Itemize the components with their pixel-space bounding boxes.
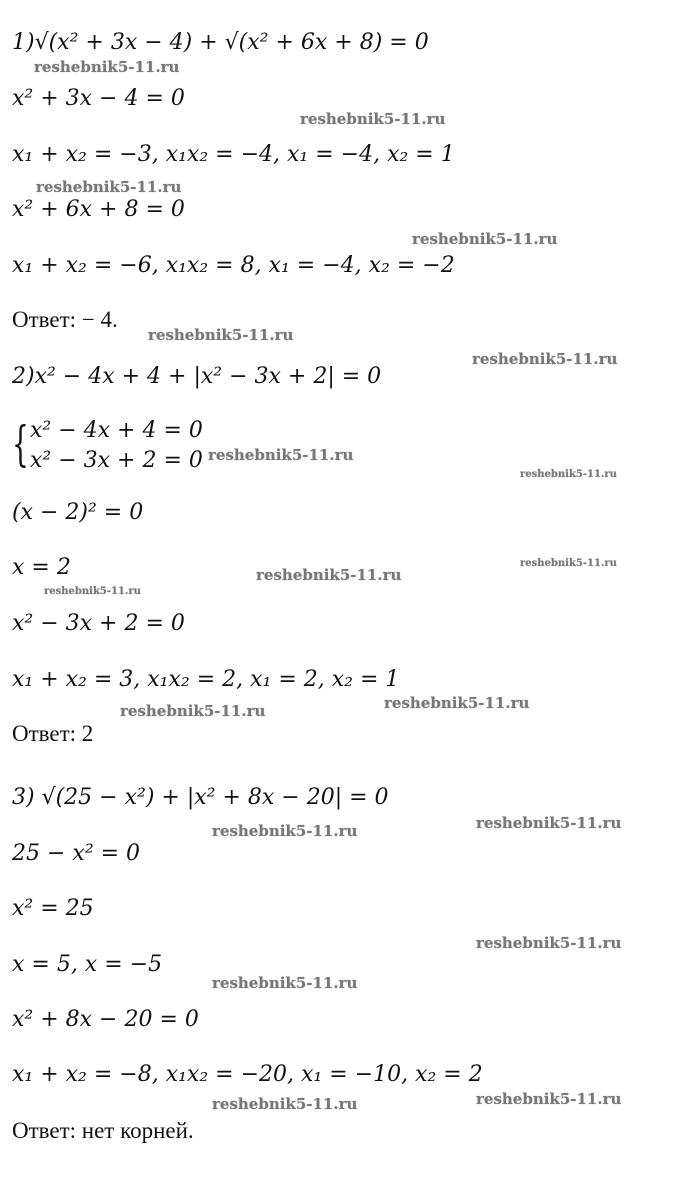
watermark: reshebnik5-11.ru — [520, 469, 617, 480]
watermark: reshebnik5-11.ru — [212, 974, 358, 992]
problem3-step-2: x² = 25 — [12, 896, 94, 921]
system-equation-1: x² − 4x + 4 = 0 — [30, 418, 203, 443]
watermark: reshebnik5-11.ru — [476, 1090, 622, 1108]
watermark: reshebnik5-11.ru — [120, 702, 266, 720]
problem3-step-4: x² + 8x − 20 = 0 — [12, 1007, 199, 1032]
problem3-step-3: x = 5, x = −5 — [12, 952, 163, 977]
watermark: reshebnik5-11.ru — [148, 326, 294, 344]
problem3-vieta: x₁ + x₂ = −8, x₁x₂ = −20, x₁ = −10, x₂ = 2 — [12, 1062, 483, 1087]
problem3-answer: Ответ: нет корней. — [12, 1118, 194, 1143]
watermark: reshebnik5-11.ru — [36, 178, 182, 196]
problem1-vieta-a: x₁ + x₂ = −3, x₁x₂ = −4, x₁ = −4, x₂ = 1 — [12, 142, 455, 167]
watermark: reshebnik5-11.ru — [44, 586, 141, 597]
problem3-step-1: 25 − x² = 0 — [12, 841, 141, 866]
system-equation-2: x² − 3x + 2 = 0 — [30, 448, 203, 473]
system-brace: { — [12, 416, 29, 472]
problem2-step-root: x = 2 — [12, 555, 71, 580]
watermark: reshebnik5-11.ru — [212, 1095, 358, 1113]
watermark: reshebnik5-11.ru — [208, 446, 354, 464]
problem1-answer: Ответ: − 4. — [12, 307, 118, 332]
problem1-equation-b: x² + 6x + 8 = 0 — [12, 197, 185, 222]
problem2-vieta: x₁ + x₂ = 3, x₁x₂ = 2, x₁ = 2, x₂ = 1 — [12, 667, 400, 692]
problem2-step-check: x² − 3x + 2 = 0 — [12, 611, 185, 636]
problem1-equation: 1)√(x² + 3x − 4) + √(x² + 6x + 8) = 0 — [12, 30, 429, 55]
watermark: reshebnik5-11.ru — [520, 558, 617, 569]
problem3-equation: 3) √(25 − x²) + |x² + 8x − 20| = 0 — [12, 785, 389, 810]
watermark: reshebnik5-11.ru — [212, 822, 358, 840]
watermark: reshebnik5-11.ru — [256, 566, 402, 584]
watermark: reshebnik5-11.ru — [300, 110, 446, 128]
problem2-answer: Ответ: 2 — [12, 721, 94, 746]
problem2-step-square: (x − 2)² = 0 — [12, 500, 144, 525]
watermark: reshebnik5-11.ru — [412, 230, 558, 248]
watermark: reshebnik5-11.ru — [476, 934, 622, 952]
watermark: reshebnik5-11.ru — [384, 694, 530, 712]
watermark: reshebnik5-11.ru — [476, 814, 622, 832]
watermark: reshebnik5-11.ru — [34, 58, 180, 76]
problem2-equation: 2)x² − 4x + 4 + |x² − 3x + 2| = 0 — [12, 364, 382, 389]
problem1-equation-a: x² + 3x − 4 = 0 — [12, 86, 185, 111]
problem1-vieta-b: x₁ + x₂ = −6, x₁x₂ = 8, x₁ = −4, x₂ = −2 — [12, 253, 455, 278]
watermark: reshebnik5-11.ru — [472, 350, 618, 368]
